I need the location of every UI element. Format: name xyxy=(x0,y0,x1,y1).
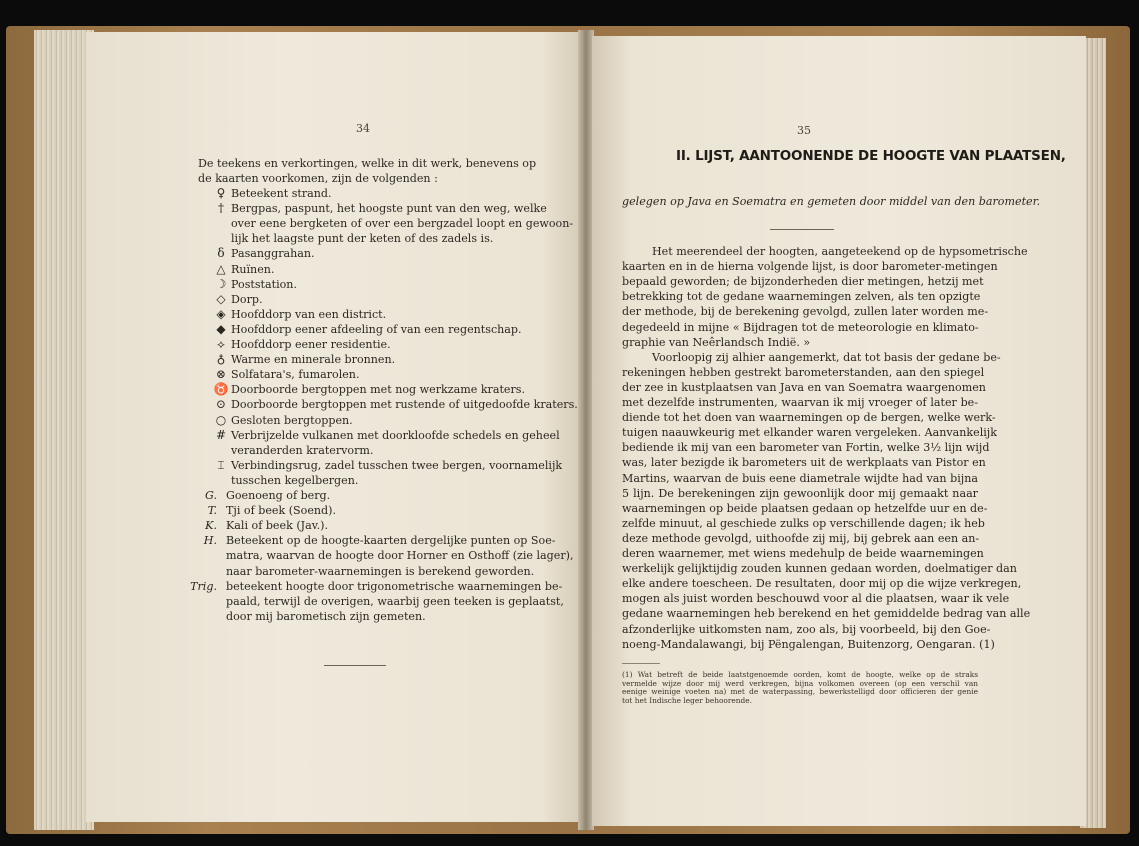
body-line: was, later bezigde ik barometers uit de werkplaats van Pistor en xyxy=(622,456,986,470)
intro-line: De teekens en verkortingen, welke in dit werk, benevens op xyxy=(198,157,537,170)
legend-text: Beteekent strand. xyxy=(231,187,332,200)
abbreviation-text: Beteekent op de hoogte-kaarten dergelijke punten op Soe- xyxy=(226,534,556,548)
abbreviation-label: Trig. xyxy=(190,579,217,593)
body-line: deze methode gevolgd, uithoofde zij mij, bij gebrek aan een an- xyxy=(622,531,980,545)
body-line: Martins, waarvan de buis eene diametrale wijdte had van bijna xyxy=(622,471,978,485)
abbreviation-label: H. xyxy=(203,534,217,548)
page-number-right: 35 xyxy=(797,124,811,137)
circled-dot-icon: ⊙ xyxy=(215,397,227,412)
hash-icon: # xyxy=(215,427,227,442)
legend-text: Bergpas, paspunt, het hoogste punt van den weg, welke xyxy=(231,202,547,216)
legend-text: Verbrijzelde vulkanen met doorkloofde schedels en geheel xyxy=(231,428,560,442)
abbreviation-text: paald, terwijl de overigen, waarbij geen teeken is geplaatst, xyxy=(226,594,564,608)
page-number-left: 34 xyxy=(356,122,370,135)
body-line: degedeeld in mijne « Bijdragen tot de meteorologie en klimato- xyxy=(622,320,979,334)
body-line: waarnemingen op beide plaatsen gedaan op hetzelfde uur en de- xyxy=(622,501,988,515)
spring-icon: ♁ xyxy=(216,352,226,367)
body-line: gedane waarnemingen heb berekend en het gemiddelde bedrag van alle xyxy=(622,607,1031,621)
female-sign-icon: ♀ xyxy=(216,186,226,200)
legend-text: Solfatara's, fumarolen. xyxy=(231,368,360,382)
body-line: graphie van Neêrlandsch Indië. » xyxy=(622,335,811,349)
body-line: zelfde minuut, al geschiede zulks op verschillende dagen; ik heb xyxy=(622,516,985,530)
closing-rule xyxy=(324,665,386,666)
body-line: diende tot het doen van waarnemingen op de bergen, welke werk- xyxy=(622,411,996,425)
body-line: mogen als juist worden beschouwd voor al die plaatsen, waar ik vele xyxy=(622,592,1010,606)
dagger-icon: † xyxy=(218,201,224,216)
legend-text: Pasanggrahan. xyxy=(231,247,315,261)
legend-text: Dorp. xyxy=(231,292,263,306)
body-line: der methode, bij de berekening gevolgd, zullen later worden me- xyxy=(622,305,989,319)
legend-text: Poststation. xyxy=(231,277,297,291)
body-line: tuigen naauwkeurig met elkander waren vergeleken. Aanvankelijk xyxy=(622,426,997,440)
active-crater-icon: ♉ xyxy=(213,382,229,397)
pasanggrahan-icon: δ xyxy=(217,246,225,261)
body-line: 5 lijn. De berekeningen zijn gewoonlijk door mij gemaakt naar xyxy=(622,486,978,500)
footnote-line: tot het Indische leger behoorende. xyxy=(622,695,752,705)
crescent-icon: ☽ xyxy=(215,276,227,291)
abbreviation-label: K. xyxy=(205,519,217,533)
body-line: met dezelfde instrumenten, waarvan ik mij vroeger of later be- xyxy=(622,396,978,409)
abbreviation-text: Kali of beek (Jav.). xyxy=(226,519,329,533)
footnote-line: vermelde wijze door mij werd verkregen, bijna volkomen overeen (op een verschil van xyxy=(622,678,978,688)
ridge-icon: ⌶ xyxy=(217,457,225,472)
footnote-line: (1) Wat betreft de beide laatstgenoemde oorden, komt de hoogte, welke op de straks xyxy=(622,670,978,679)
body-line: bediende ik mij van een barometer van Fortin, welke 3½ lijn wijd xyxy=(622,441,990,455)
legend-text: Hoofddorp eener afdeeling of van een regentschap. xyxy=(231,322,522,336)
abbreviation-text: beteekent hoogte door trigonometrische waarnemingen be- xyxy=(226,579,563,593)
abbreviation-text: Goenoeng of berg. xyxy=(226,489,331,502)
body-line: elke andere toescheen. De resultaten, door mij op die wijze verkregen, xyxy=(622,577,1022,591)
intro-line: de kaarten voorkomen, zijn de volgenden : xyxy=(198,172,438,185)
body-line: betrekking tot de gedane waarnemingen zelven, als ten opzigte xyxy=(622,290,981,304)
diamond-cross-icon: ⟡ xyxy=(217,337,225,351)
abbreviation-label: T. xyxy=(207,504,217,518)
abbreviation-text: Tji of beek (Soend). xyxy=(226,504,336,518)
abbreviation-label: G. xyxy=(205,489,217,502)
abbreviation-text: naar barometer-waarnemingen is berekend geworden. xyxy=(226,564,535,578)
diamond-dot-icon: ◈ xyxy=(216,306,226,321)
body-line: kaarten en in de hierna volgende lijst, is door barometer-metingen xyxy=(622,260,998,274)
legend-text: Ruïnen. xyxy=(231,262,275,276)
body-line: noeng-Mandalawangi, bij Pëngalengan, Buitenzorg, Oengaran. (1) xyxy=(622,637,995,651)
body-line: rekeningen hebben gestrekt barometerstanden, aan den spiegel xyxy=(622,365,985,379)
legend-text: over eene bergketen of over een bergzadel loopt en gewoon- xyxy=(231,217,574,231)
circle-icon: ○ xyxy=(215,412,227,427)
body-line: deren waarnemer, met wiens medehulp de beide waarnemingen xyxy=(622,547,984,560)
body-line: Het meerendeel der hoogten, aangeteekend op de hypsometrische xyxy=(652,245,1028,258)
left-page xyxy=(86,32,580,822)
diamond-filled-icon: ◆ xyxy=(216,321,226,336)
circled-x-icon: ⊗ xyxy=(215,367,227,382)
abbreviation-text: matra, waarvan de hoogte door Horner en Osthoff (zie lager), xyxy=(226,549,574,563)
legend-text: tusschen kegelbergen. xyxy=(231,473,359,487)
body-line: Voorloopig zij alhier aangemerkt, dat tot basis der gedane be- xyxy=(652,350,1001,364)
diamond-icon: ◇ xyxy=(216,291,226,306)
body-line: afzonderlijke uitkomsten nam, zoo als, bij voorbeeld, bij den Goe- xyxy=(622,622,991,636)
legend-text: Doorboorde bergtoppen met nog werkzame kraters. xyxy=(231,383,526,397)
legend-text: veranderden kratervorm. xyxy=(231,443,374,457)
body-line: werkelijk gelijktijdig zouden kunnen gedaan worden, doelmatiger dan xyxy=(622,562,1017,576)
legend-text: Doorboorde bergtoppen met rustende of uitgedoofde kraters. xyxy=(231,398,578,412)
abbreviation-text: door mij barometisch zijn gemeten. xyxy=(226,609,426,623)
footnote-line: eenige weinige voeten na) met de waterpassing, bewerkstelligd door officieren der genie xyxy=(622,687,978,697)
right-page xyxy=(592,36,1086,826)
legend-text: Hoofddorp van een district. xyxy=(231,307,387,321)
section-heading: II. LIJST, AANTOONENDE DE HOOGTE VAN PLAATSEN, xyxy=(676,148,1066,164)
page-stack-left xyxy=(34,30,94,830)
legend-text: Warme en minerale bronnen. xyxy=(231,353,396,367)
ruins-triangle-icon: △ xyxy=(216,261,226,276)
legend-text: Gesloten bergtoppen. xyxy=(231,413,353,427)
section-subheading: gelegen op Java en Soematra en gemeten door middel van den barometer. xyxy=(622,195,1041,208)
legend-text: Hoofddorp eener residentie. xyxy=(231,338,391,351)
legend-text: lijk het laagste punt der keten of des zadels is. xyxy=(231,232,494,246)
footnote-rule xyxy=(622,663,660,664)
heading-rule xyxy=(770,229,834,230)
legend-text: Verbindingsrug, zadel tusschen twee bergen, voornamelijk xyxy=(231,458,563,472)
body-line: der zee in kustplaatsen van Java en van Soematra waargenomen xyxy=(622,380,986,394)
body-line: bepaald geworden; de bijzonderheden dier metingen, hetzij met xyxy=(622,275,984,289)
